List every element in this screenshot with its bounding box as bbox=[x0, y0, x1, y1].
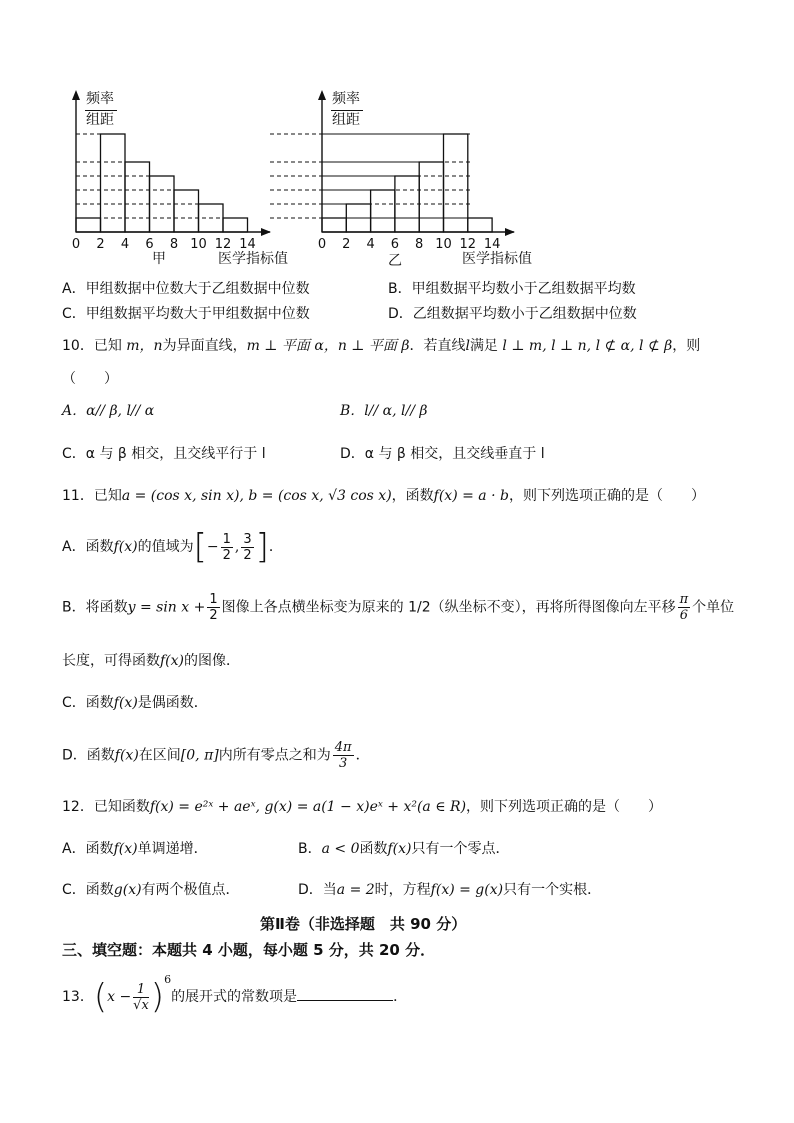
q11-d-text: 在区间 bbox=[138, 747, 181, 764]
x-tick-label: 2 bbox=[342, 237, 351, 252]
x-tick-label: 2 bbox=[96, 237, 105, 252]
histogram-bar bbox=[101, 134, 126, 232]
histogram-bar bbox=[174, 190, 199, 232]
q10-stem bbox=[62, 337, 700, 355]
x-tick-label: 8 bbox=[415, 237, 424, 252]
q11-a-text: 的值域为 bbox=[137, 539, 194, 555]
q12-c-fx: g(x) bbox=[113, 882, 142, 898]
x-tick-label: 4 bbox=[366, 237, 375, 252]
q11-c-text: C．函数 bbox=[62, 695, 114, 711]
q12-d-text: D．当 bbox=[298, 882, 337, 898]
q13-x: x − bbox=[107, 989, 132, 1005]
q12-option-c bbox=[62, 881, 240, 899]
q9-option-c: C．甲组数据平均数大于甲组数据中位数 bbox=[62, 306, 310, 322]
q12-a-fx: f(x) bbox=[113, 841, 138, 857]
q12-b-text: 函数 bbox=[359, 841, 388, 857]
q11-a-text: ． bbox=[268, 539, 283, 555]
x-tick-label: 6 bbox=[390, 237, 400, 252]
q11-b-text: 的图像． bbox=[184, 653, 241, 669]
x-tick-label: 14 bbox=[483, 237, 501, 252]
q11-a-frac1: $\frac{1}{2}$ bbox=[222, 531, 231, 563]
q11-a-frac2: $\frac{3}{2}$ bbox=[243, 531, 252, 563]
volume-2-heading: 第Ⅱ卷（非选择题 共 90 分） bbox=[260, 915, 467, 933]
q11-d-interval: [0, π] bbox=[180, 747, 219, 764]
q10-stem-part: ．若直线 bbox=[409, 338, 466, 354]
q11-d-text: D．函数 bbox=[62, 747, 115, 764]
x-axis-arrow bbox=[261, 228, 271, 236]
q10-math-l: l bbox=[465, 338, 470, 354]
histogram-bar bbox=[223, 218, 248, 232]
x-tick-label: 8 bbox=[169, 237, 179, 252]
q11-stem-part: ，则下列选项正确的是（ ） bbox=[508, 488, 705, 504]
left-name-label: 甲 bbox=[152, 251, 166, 267]
q12-d-eq: f(x) = g(x) bbox=[430, 882, 504, 898]
q10-option-c: C．α 与 β 相交，且交线平行于 l bbox=[62, 446, 266, 462]
q10-math-perp: m ⊥ 平面 α，n ⊥ 平面 β bbox=[246, 338, 410, 354]
q11-b-pi-frac: $\frac{\pi}{6}$ bbox=[679, 592, 689, 623]
q11-option-b bbox=[62, 592, 734, 623]
q11-d-frac: $\frac{4\pi}{3}$ bbox=[334, 740, 352, 771]
right-ylabel-bottom: 组距 bbox=[332, 112, 360, 128]
q13-end: ． bbox=[393, 989, 408, 1005]
x-tick-label: 4 bbox=[120, 237, 130, 252]
q13-number: 13． bbox=[62, 989, 94, 1005]
histogram-bar bbox=[76, 218, 101, 232]
left-bracket: [ bbox=[193, 527, 207, 567]
q12-b-cond: a < 0 bbox=[321, 841, 360, 857]
q10-stem-part: 满足 bbox=[469, 338, 498, 354]
q10-math-mn: m，n bbox=[126, 338, 163, 354]
right-name-label: 乙 bbox=[388, 253, 402, 269]
q9-option-d: D．乙组数据平均数小于乙组数据中位数 bbox=[388, 306, 637, 322]
q11-c-fx: f(x) bbox=[113, 695, 138, 711]
q11-b-text: 个单位 bbox=[692, 599, 735, 616]
x-axis-arrow bbox=[505, 228, 515, 236]
x-tick-label: 0 bbox=[317, 237, 327, 252]
q13-stem: 的展开式的常数项是 bbox=[171, 989, 298, 1005]
q11-a-fx: f(x) bbox=[113, 539, 138, 555]
q11-stem-part: ，函数 bbox=[391, 488, 434, 504]
left-ylabel-top: 频率 bbox=[86, 91, 114, 107]
left-xlabel: 医学指标值 bbox=[218, 251, 288, 267]
q12-b-fx: f(x) bbox=[387, 841, 412, 857]
part-3-heading: 三、填空题：本题共 4 小题，每小题 5 分，共 20 分． bbox=[62, 941, 436, 959]
q10-stem-part: 10．已知 bbox=[62, 338, 122, 354]
q11-d-fx: f(x) bbox=[114, 747, 139, 764]
histogram-bar bbox=[419, 162, 443, 232]
q11-option-b-line2 bbox=[62, 652, 240, 670]
q9-option-a: A．甲组数据中位数大于乙组数据中位数 bbox=[62, 281, 310, 297]
q12-c-text: C．函数 bbox=[62, 882, 114, 898]
x-tick-label: 12 bbox=[214, 237, 232, 252]
q11-b-text: 长度，可得函数 bbox=[62, 653, 160, 669]
q11-math-vectors: a = (cos x, sin x), b = (cos x, √3 cos x) bbox=[121, 488, 392, 504]
q12-b-text: B． bbox=[298, 841, 322, 857]
q10-math-conditions: l ⊥ m, l ⊥ n, l ⊄ α, l ⊄ β bbox=[502, 338, 673, 354]
q9-option-b: B．甲组数据平均数小于乙组数据平均数 bbox=[388, 281, 636, 297]
x-tick-label: 10 bbox=[190, 237, 207, 252]
q11-option-a: A．函数f(x)的值域为[− $\frac{1}{2}$ , $\frac{3}{2}$ ]． bbox=[62, 527, 283, 567]
q11-stem-part: 11．已知 bbox=[62, 488, 122, 504]
answer-blank[interactable] bbox=[297, 986, 393, 1001]
q11-d-text: 内所有零点之和为 bbox=[218, 747, 331, 764]
q10-option-a: A．α// β, l// α bbox=[62, 403, 155, 419]
q12-stem-part: 12．已知函数 bbox=[62, 799, 150, 815]
q11-c-text: 是偶函数． bbox=[137, 695, 208, 711]
q12-d-text: 时，方程 bbox=[374, 882, 431, 898]
q10-option-b: B．l// α, l// β bbox=[340, 403, 428, 419]
q13-exponent: 6 bbox=[164, 973, 172, 987]
q11-b-frac: $\frac{1}{2}$ bbox=[209, 592, 218, 623]
q11-b-text: B．将函数 bbox=[62, 599, 128, 616]
q11-math-fx: f(x) = a · b bbox=[433, 488, 509, 504]
q12-d-cond: a = 2 bbox=[336, 882, 375, 898]
x-tick-label: 14 bbox=[239, 237, 256, 252]
x-tick-label: 12 bbox=[459, 237, 477, 252]
q11-b-y: y = sin x + bbox=[127, 599, 206, 616]
x-tick-label: 6 bbox=[145, 237, 154, 252]
q11-option-d bbox=[62, 740, 370, 771]
q10-paren: （ ） bbox=[62, 371, 118, 387]
right-xlabel: 医学指标值 bbox=[462, 251, 532, 267]
q11-option-c bbox=[62, 694, 208, 712]
right-ylabel-top: 频率 bbox=[332, 91, 360, 107]
q12-a-text: A．函数 bbox=[62, 841, 114, 857]
histogram-bar bbox=[322, 218, 346, 232]
q10-option-d: D．α 与 β 相交，且交线垂直于 l bbox=[340, 446, 545, 462]
q11-b-fx: f(x) bbox=[160, 653, 185, 669]
q12-a-text: 单调递增． bbox=[137, 841, 208, 857]
y-axis-arrow bbox=[318, 90, 326, 100]
q11-d-text: ． bbox=[355, 747, 370, 764]
q11-stem bbox=[62, 487, 705, 505]
q11-a-text: A．函数 bbox=[62, 539, 114, 555]
q13 bbox=[62, 973, 408, 1017]
q10-stem-part: 为异面直线， bbox=[162, 338, 247, 354]
left-paren: ( bbox=[93, 977, 108, 1017]
x-tick-label: 10 bbox=[435, 237, 452, 252]
q10-stem-part: ，则 bbox=[672, 338, 701, 354]
q12-option-a bbox=[62, 840, 208, 858]
histogram-figure bbox=[0, 0, 794, 280]
q12-c-text: 有两个极值点． bbox=[141, 882, 240, 898]
right-bracket: ] bbox=[255, 527, 269, 567]
histogram-bar bbox=[125, 162, 150, 232]
y-axis-arrow bbox=[72, 90, 80, 100]
x-tick-label: 0 bbox=[71, 237, 81, 252]
q13-frac: $\frac{1}{√x}$ bbox=[133, 981, 149, 1013]
q12-stem bbox=[62, 798, 662, 816]
right-paren: ) bbox=[150, 977, 165, 1017]
q12-stem-part: ，则下列选项正确的是（ ） bbox=[466, 799, 663, 815]
left-ylabel-bottom: 组距 bbox=[86, 112, 114, 128]
q12-d-text: 只有一个实根． bbox=[503, 882, 602, 898]
q12-math-functions: f(x) = e²ˣ + aeˣ, g(x) = a(1 − x)eˣ + x²(a ∈ R) bbox=[149, 799, 467, 815]
q12-option-b bbox=[298, 840, 510, 858]
q12-b-text: 只有一个零点． bbox=[411, 841, 510, 857]
q11-b-text: 图像上各点横坐标变为原来的 1/2（纵坐标不变），再将所得图像向左平移 bbox=[221, 599, 676, 616]
histogram-bar bbox=[371, 190, 395, 232]
histogram-bar bbox=[468, 218, 492, 232]
histogram-bar bbox=[444, 134, 468, 232]
q12-option-d bbox=[298, 881, 601, 899]
